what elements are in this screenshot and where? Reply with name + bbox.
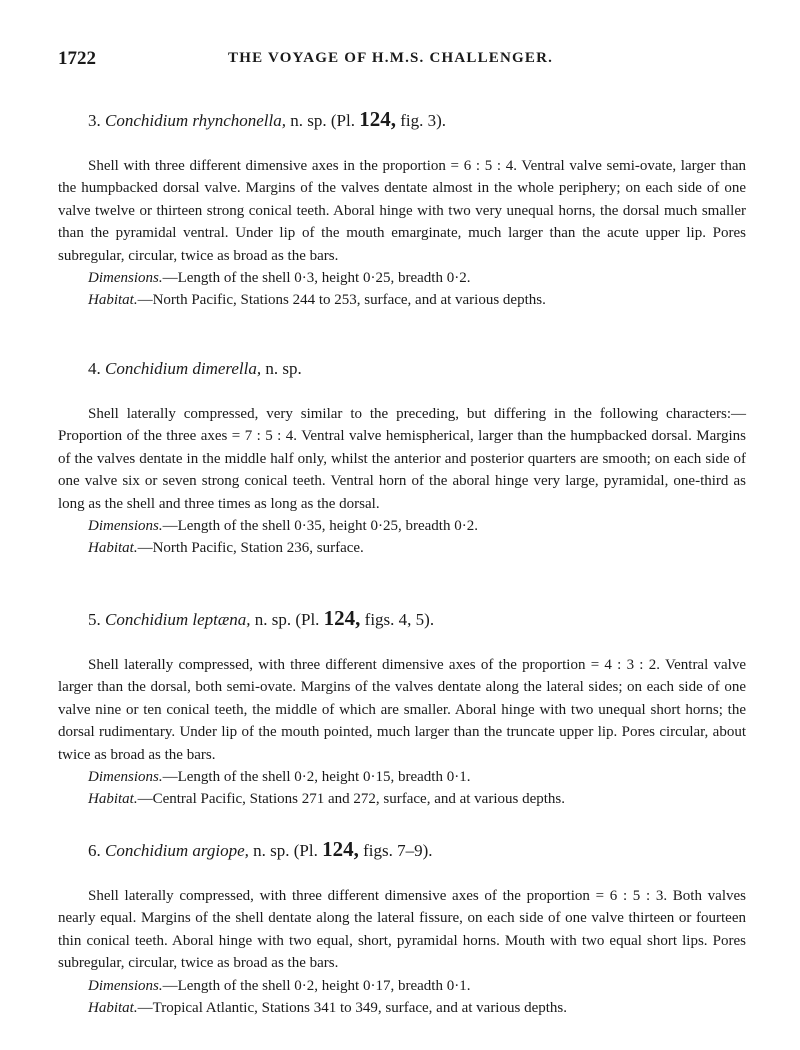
habitat-line xyxy=(88,289,746,311)
species-number: 3. xyxy=(88,111,101,130)
dimensions-label: Dimensions. xyxy=(88,977,163,994)
dimensions-text: —Length of the shell 0·2, height 0·15, breadth 0·1. xyxy=(162,769,471,786)
species-number: 5. xyxy=(88,610,101,629)
plate-figures: figs. 7–9). xyxy=(363,841,433,860)
dimensions-line xyxy=(88,515,746,537)
habitat-label: Habitat. xyxy=(88,791,138,808)
dimensions-text: —Length of the shell 0·35, height 0·25, breadth 0·2. xyxy=(162,518,478,535)
habitat-text: —North Pacific, Stations 244 to 253, surface, and at various depths. xyxy=(137,292,546,309)
species-heading xyxy=(88,837,746,863)
plate-open: (Pl. xyxy=(330,111,355,130)
dimensions-label: Dimensions. xyxy=(88,518,163,535)
plate-open: (Pl. xyxy=(293,841,318,860)
species-name: Conchidium dimerella, xyxy=(105,359,262,378)
habitat-label: Habitat. xyxy=(88,540,138,557)
species-description: Shell with three different dimensive axes in the proportion = 6 : 5 : 4. Ventral valve semi-ovate, larger than the humpbacked dorsal valve. Margins of the valves dentate almost in the whole periphery; on each side of one valve twelve or thirteen strong conical teeth. Aboral hinge with two very unequal horns, the dorsal much smaller than the pyramidal ventral. Under lip of the mouth emarginate, much larger than the acute upper lip. Pores subregular, circular, twice as broad as the bars. xyxy=(58,158,746,264)
habitat-text: —Central Pacific, Stations 271 and 272, surface, and at various depths. xyxy=(137,791,565,808)
species-description: Shell laterally compressed, very similar to the preceding, but differing in the following characters:—Proportion of the three axes = 7 : 5 : 4. Ventral valve hemispherical, larger than the humpbacked dorsal. Margins of the valves dentate in the middle half only, whilst the anterior and posterior quarters are smooth; on each side of one valve six or seven strong conical teeth. Ventral horn of the aboral hinge very large, pyramidal, one-third as long as the shell and three times as long as the dorsal. xyxy=(58,406,746,512)
species-status: n. sp. xyxy=(254,610,292,629)
species-heading xyxy=(88,107,746,133)
species-status: n. sp. xyxy=(253,841,290,860)
habitat-line xyxy=(88,997,746,1019)
habitat-label: Habitat. xyxy=(88,1000,138,1017)
species-status: n. sp. xyxy=(265,359,302,378)
habitat-line xyxy=(88,537,746,559)
plate-figures: figs. 4, 5). xyxy=(364,610,435,629)
page-number: 1722 xyxy=(58,48,96,69)
species-heading xyxy=(88,606,746,632)
species-name: Conchidium argiope, xyxy=(105,841,249,860)
dimensions-text: —Length of the shell 0·2, height 0·17, breadth 0·1. xyxy=(162,977,471,994)
species-entry-6 xyxy=(58,837,746,1019)
species-description: Shell laterally compressed, with three different dimensive axes of the proportion = 4 : 3 : 2. Ventral valve larger than the dorsal, both semi-ovate. Margins of the valves dentate along the lateral sides; on each side of one valve nine or ten conical teeth, the middle of which are smaller. Aboral hinge with two unequal short horns; the dorsal rudimentary. Under lip of the mouth pointed, much larger than the truncate upper lip. Pores circular, about twice as broad as the bars. xyxy=(58,657,746,763)
dimensions-label: Dimensions. xyxy=(88,270,163,287)
plate-number: 124, xyxy=(323,606,361,630)
dimensions-line xyxy=(88,766,746,788)
species-heading xyxy=(88,357,746,381)
habitat-text: —Tropical Atlantic, Stations 341 to 349, surface, and at various depths. xyxy=(137,1000,567,1017)
page-header xyxy=(58,48,748,76)
dimensions-line xyxy=(88,267,746,289)
species-status: n. sp. xyxy=(290,111,327,130)
species-entry-5 xyxy=(58,606,746,811)
habitat-text: —North Pacific, Station 236, surface. xyxy=(137,540,364,557)
plate-number: 124, xyxy=(359,107,396,131)
species-entry-4 xyxy=(58,357,746,560)
running-title: THE VOYAGE OF H.M.S. CHALLENGER. xyxy=(228,50,554,66)
species-number: 6. xyxy=(88,841,101,860)
plate-figures: fig. 3). xyxy=(400,111,447,130)
habitat-line xyxy=(88,788,746,810)
species-entry-3 xyxy=(58,107,746,312)
dimensions-line xyxy=(88,975,746,997)
dimensions-text: —Length of the shell 0·3, height 0·25, breadth 0·2. xyxy=(162,270,471,287)
plate-open: (Pl. xyxy=(295,610,320,629)
species-name: Conchidium leptæna, xyxy=(105,610,251,629)
plate-number: 124, xyxy=(322,837,359,861)
dimensions-label: Dimensions. xyxy=(88,769,163,786)
species-description: Shell laterally compressed, with three different dimensive axes of the proportion = 6 : 5 : 3. Both valves nearly equal. Margins of the shell dentate along the lateral fissure, on each side of one valve thirteen or fourteen thin conical teeth. Aboral hinge with two equal, short, pyramidal horns. Mouth with two equal short lips. Pores subregular, circular, twice as broad as the bars. xyxy=(58,888,746,972)
species-name: Conchidium rhynchonella, xyxy=(105,111,286,130)
species-number: 4. xyxy=(88,359,101,378)
habitat-label: Habitat. xyxy=(88,292,138,309)
